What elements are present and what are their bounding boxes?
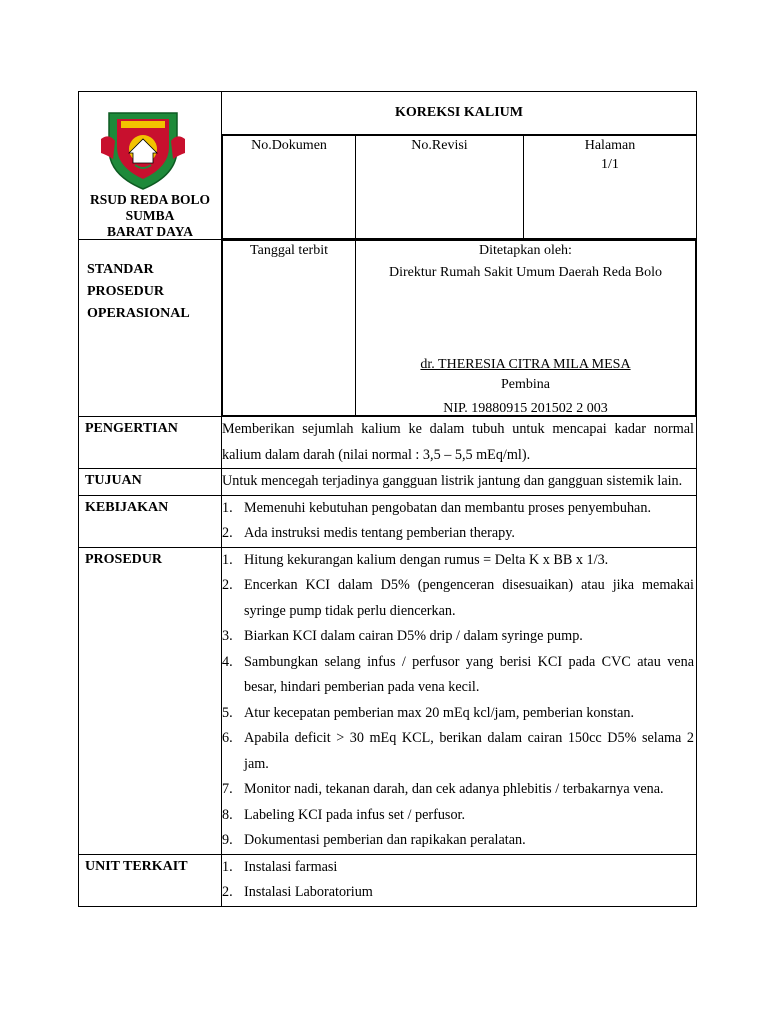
- ditetapkan-block: [356, 241, 696, 416]
- section-text: Memberikan sejumlah kalium ke dalam tubuh untuk mencapai kadar normal kalium dalam darah (nilai normal : 3,5 – 5,5 mEq/ml).: [222, 417, 697, 469]
- section-list-cell: [222, 495, 697, 547]
- list-item: 1. Memenuhi kebutuhan pengobatan dan membantu proses penyembuhan.: [222, 499, 651, 516]
- sop-document: [78, 91, 697, 907]
- sop-label-cell: [79, 240, 222, 417]
- section-list-cell: [222, 854, 697, 906]
- section-label: UNIT TERKAIT: [79, 854, 222, 906]
- section-tujuan: [79, 469, 697, 496]
- approval-table: [222, 240, 696, 416]
- kebijakan-list: [222, 496, 694, 547]
- section-text: Untuk mencegah terjadinya gangguan listrik jantung dan gangguan sistemik lain.: [222, 469, 697, 496]
- hospital-name-line1: RSUD REDA BOLO: [89, 192, 211, 207]
- unit-list: [222, 855, 694, 906]
- no-dokumen-label: No.Dokumen: [223, 136, 356, 239]
- document-meta-table: [222, 135, 696, 239]
- halaman-cell: [524, 136, 697, 239]
- signer-nip: NIP. 19880915 201502 2 003: [443, 401, 608, 416]
- signer-name: dr. THERESIA CITRA MILA MESA: [420, 357, 631, 372]
- list-item: 6. Apabila deficit > 30 mEq KCL, berikan dalam cairan 150cc D5% selama 2 jam.: [222, 730, 694, 772]
- section-label: TUJUAN: [79, 469, 222, 496]
- ditetapkan-org: Direktur Rumah Sakit Umum Daerah Reda Bolo: [389, 265, 662, 280]
- list-item: 2. Encerkan KCI dalam D5% (pengenceran disesuaikan) atau jika memakai syringe pump tidak perlu diencerkan.: [222, 577, 694, 619]
- hospital-name-line2: SUMBA: [125, 208, 175, 223]
- section-prosedur: [79, 547, 697, 854]
- sop-table: [78, 91, 697, 907]
- sop-label-line3: OPERASIONAL: [87, 306, 190, 321]
- sop-label-line1: STANDAR: [87, 262, 154, 277]
- list-item: 7. Monitor nadi, tekanan darah, dan cek adanya phlebitis / terbakarnya vena.: [222, 781, 664, 797]
- document-title: KOREKSI KALIUM: [222, 92, 697, 135]
- prosedur-list: [222, 548, 694, 854]
- sop-label: [79, 240, 221, 325]
- list-item: 5. Atur kecepatan pemberian max 20 mEq kcl/jam, pemberian konstan.: [222, 704, 635, 721]
- section-label: KEBIJAKAN: [79, 495, 222, 547]
- section-label: PENGERTIAN: [79, 417, 222, 469]
- tanggal-terbit-label: Tanggal terbit: [223, 241, 356, 416]
- signer-rank: Pembina: [501, 377, 550, 392]
- no-revisi-label: No.Revisi: [356, 136, 524, 239]
- halaman-label: Halaman: [584, 138, 636, 153]
- hospital-identity-cell: [79, 92, 222, 240]
- section-unit-terkait: [79, 854, 697, 906]
- section-label: PROSEDUR: [79, 547, 222, 854]
- list-item: 8. Labeling KCI pada infus set / perfusor.: [222, 806, 466, 823]
- ditetapkan-label: Ditetapkan oleh:: [479, 243, 572, 258]
- section-kebijakan: [79, 495, 697, 547]
- sop-label-line2: PROSEDUR: [87, 284, 165, 299]
- regency-emblem-icon: [99, 109, 187, 191]
- list-item: 4. Sambungkan selang infus / perfusor yang berisi KCI pada CVC atau vena besar, hindari pemberian pada vena kecil.: [222, 653, 694, 695]
- hospital-name-line3: BARAT DAYA: [107, 224, 193, 239]
- list-item: 3. Biarkan KCI dalam cairan D5% drip / dalam syringe pump.: [222, 628, 583, 644]
- halaman-value: 1/1: [601, 157, 619, 172]
- list-item: 9. Dokumentasi pemberian dan rapikakan peralatan.: [222, 832, 526, 848]
- list-item: 1. Hitung kekurangan kalium dengan rumus = Delta K x BB x 1/3.: [222, 551, 609, 568]
- hospital-name: [79, 192, 221, 240]
- list-item: 2. Ada instruksi medis tentang pemberian therapy.: [222, 525, 515, 541]
- section-pengertian: [79, 417, 697, 469]
- approval-cell: [222, 240, 697, 417]
- list-item: 1. Instalasi farmasi: [222, 858, 338, 875]
- document-meta-cell: [222, 135, 697, 240]
- list-item: 2. Instalasi Laboratorium: [222, 884, 373, 900]
- section-list-cell: [222, 547, 697, 854]
